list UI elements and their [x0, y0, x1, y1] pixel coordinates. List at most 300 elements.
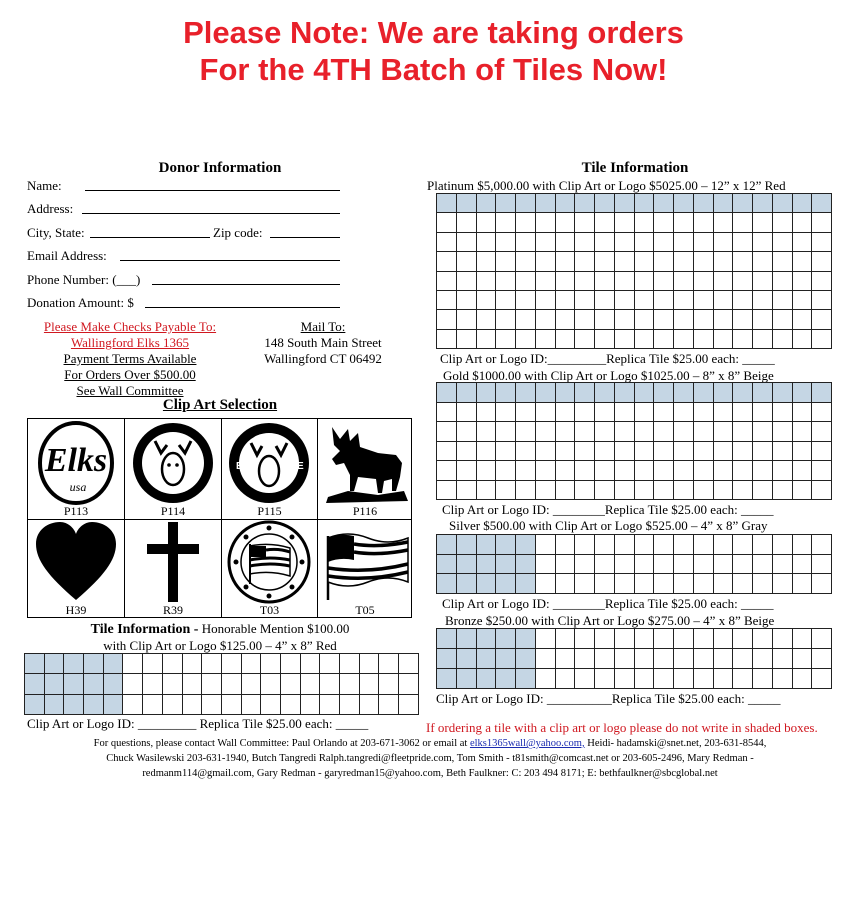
tile-cell[interactable] [379, 674, 399, 694]
tile-cell-shaded[interactable] [516, 629, 536, 649]
tile-cell[interactable] [812, 442, 832, 462]
tile-cell[interactable] [694, 442, 714, 462]
tile-cell[interactable] [812, 272, 832, 291]
tile-cell[interactable] [635, 291, 655, 310]
tile-cell[interactable] [536, 649, 556, 669]
tile-cell[interactable] [812, 213, 832, 232]
tile-cell[interactable] [320, 695, 340, 715]
tile-cell[interactable] [123, 654, 143, 674]
tile-cell[interactable] [812, 422, 832, 442]
tile-cell[interactable] [812, 310, 832, 329]
tile-cell[interactable] [457, 461, 477, 481]
tile-cell[interactable] [457, 330, 477, 349]
tile-cell[interactable] [477, 481, 497, 501]
tile-cell[interactable] [242, 674, 262, 694]
tile-cell[interactable] [714, 422, 734, 442]
tile-cell[interactable] [773, 403, 793, 423]
tile-cell-shaded[interactable] [457, 383, 477, 403]
tile-cell[interactable] [399, 674, 419, 694]
tile-cell[interactable] [694, 422, 714, 442]
tile-cell[interactable] [694, 535, 714, 555]
tile-cell[interactable] [674, 252, 694, 271]
tile-cell[interactable] [753, 233, 773, 252]
tile-cell[interactable] [556, 649, 576, 669]
tile-cell[interactable] [635, 213, 655, 232]
tile-cell-shaded[interactable] [516, 649, 536, 669]
tile-cell-shaded[interactable] [793, 383, 813, 403]
tile-cell-shaded[interactable] [437, 649, 457, 669]
tile-cell[interactable] [793, 213, 813, 232]
tile-cell[interactable] [575, 574, 595, 594]
tile-cell[interactable] [773, 213, 793, 232]
tile-cell[interactable] [694, 233, 714, 252]
tile-cell-shaded[interactable] [437, 535, 457, 555]
tile-cell[interactable] [793, 291, 813, 310]
tile-cell[interactable] [654, 330, 674, 349]
tile-cell[interactable] [773, 233, 793, 252]
tile-cell[interactable] [714, 481, 734, 501]
tile-cell[interactable] [773, 535, 793, 555]
tile-cell[interactable] [575, 310, 595, 329]
tile-cell[interactable] [437, 272, 457, 291]
tile-cell[interactable] [812, 330, 832, 349]
tile-cell[interactable] [733, 629, 753, 649]
tile-cell-shaded[interactable] [477, 629, 497, 649]
tile-cell[interactable] [733, 442, 753, 462]
tile-cell[interactable] [674, 555, 694, 575]
tile-cell[interactable] [477, 213, 497, 232]
tile-cell[interactable] [301, 654, 321, 674]
tile-cell[interactable] [536, 461, 556, 481]
tile-cell[interactable] [812, 252, 832, 271]
tile-cell[interactable] [536, 535, 556, 555]
tile-cell[interactable] [694, 272, 714, 291]
tile-cell[interactable] [615, 213, 635, 232]
tile-cell-shaded[interactable] [773, 383, 793, 403]
tile-cell[interactable] [694, 310, 714, 329]
tile-cell[interactable] [615, 291, 635, 310]
tile-cell[interactable] [694, 574, 714, 594]
tile-cell[interactable] [753, 649, 773, 669]
tile-cell[interactable] [733, 310, 753, 329]
tile-cell-shaded[interactable] [496, 669, 516, 689]
tile-cell-shaded[interactable] [733, 383, 753, 403]
tile-cell[interactable] [793, 330, 813, 349]
tile-cell[interactable] [793, 403, 813, 423]
tile-cell[interactable] [556, 442, 576, 462]
tile-cell[interactable] [674, 310, 694, 329]
tile-cell[interactable] [793, 442, 813, 462]
tile-cell[interactable] [496, 310, 516, 329]
tile-cell[interactable] [733, 213, 753, 232]
tile-cell[interactable] [654, 403, 674, 423]
tile-cell[interactable] [753, 442, 773, 462]
tile-cell-shaded[interactable] [556, 383, 576, 403]
tile-cell[interactable] [733, 233, 753, 252]
tile-cell-shaded[interactable] [516, 194, 536, 213]
tile-cell-shaded[interactable] [812, 194, 832, 213]
tile-cell[interactable] [595, 233, 615, 252]
tile-cell[interactable] [615, 649, 635, 669]
tile-cell-shaded[interactable] [496, 383, 516, 403]
tile-cell[interactable] [202, 695, 222, 715]
tile-cell[interactable] [635, 629, 655, 649]
tile-cell-shaded[interactable] [694, 194, 714, 213]
tile-cell[interactable] [753, 422, 773, 442]
tile-cell[interactable] [477, 233, 497, 252]
tile-cell[interactable] [674, 233, 694, 252]
tile-cell[interactable] [793, 310, 813, 329]
tile-cell-shaded[interactable] [773, 194, 793, 213]
tile-cell[interactable] [457, 233, 477, 252]
tile-cell[interactable] [437, 291, 457, 310]
tile-cell[interactable] [516, 481, 536, 501]
tile-cell[interactable] [635, 310, 655, 329]
tile-cell[interactable] [615, 442, 635, 462]
tile-cell[interactable] [773, 649, 793, 669]
tile-cell[interactable] [635, 535, 655, 555]
tile-cell-shaded[interactable] [654, 383, 674, 403]
tile-cell[interactable] [575, 233, 595, 252]
tile-cell[interactable] [694, 330, 714, 349]
tile-cell[interactable] [536, 481, 556, 501]
tile-cell[interactable] [516, 403, 536, 423]
tile-cell-shaded[interactable] [595, 383, 615, 403]
tile-cell[interactable] [615, 422, 635, 442]
tile-cell[interactable] [556, 213, 576, 232]
tile-cell[interactable] [793, 233, 813, 252]
tile-cell[interactable] [635, 403, 655, 423]
tile-cell-shaded[interactable] [457, 535, 477, 555]
tile-cell-shaded[interactable] [457, 574, 477, 594]
tile-cell[interactable] [556, 555, 576, 575]
tile-cell[interactable] [477, 330, 497, 349]
tile-cell[interactable] [773, 310, 793, 329]
tile-cell[interactable] [714, 213, 734, 232]
tile-cell[interactable] [437, 461, 457, 481]
tile-cell[interactable] [556, 330, 576, 349]
tile-cell[interactable] [516, 461, 536, 481]
tile-cell[interactable] [714, 649, 734, 669]
tile-cell[interactable] [635, 272, 655, 291]
tile-cell[interactable] [183, 654, 203, 674]
tile-cell[interactable] [753, 291, 773, 310]
tile-cell[interactable] [733, 555, 753, 575]
tile-cell[interactable] [635, 574, 655, 594]
tile-cell[interactable] [753, 629, 773, 649]
tile-cell[interactable] [379, 654, 399, 674]
tile-cell[interactable] [536, 574, 556, 594]
tile-cell[interactable] [674, 669, 694, 689]
tile-cell[interactable] [536, 233, 556, 252]
donation-field[interactable] [145, 307, 340, 308]
tile-cell[interactable] [773, 442, 793, 462]
tile-cell[interactable] [379, 695, 399, 715]
city-state-field[interactable] [90, 237, 210, 238]
tile-cell[interactable] [615, 330, 635, 349]
tile-cell[interactable] [595, 213, 615, 232]
tile-cell[interactable] [595, 310, 615, 329]
tile-cell-shaded[interactable] [654, 194, 674, 213]
tile-cell[interactable] [714, 291, 734, 310]
tile-cell[interactable] [714, 442, 734, 462]
tile-cell[interactable] [654, 461, 674, 481]
tile-cell[interactable] [812, 461, 832, 481]
tile-cell-shaded[interactable] [496, 535, 516, 555]
tile-cell[interactable] [536, 291, 556, 310]
tile-cell[interactable] [733, 535, 753, 555]
tile-cell[interactable] [812, 629, 832, 649]
tile-cell[interactable] [694, 481, 714, 501]
tile-cell-shaded[interactable] [516, 669, 536, 689]
tile-cell[interactable] [340, 654, 360, 674]
tile-cell[interactable] [516, 291, 536, 310]
tile-cell-shaded[interactable] [674, 194, 694, 213]
tile-cell[interactable] [654, 535, 674, 555]
tile-cell[interactable] [556, 629, 576, 649]
tile-cell[interactable] [123, 674, 143, 694]
tile-cell[interactable] [437, 422, 457, 442]
tile-cell-shaded[interactable] [516, 383, 536, 403]
tile-cell[interactable] [556, 461, 576, 481]
tile-cell-shaded[interactable] [104, 654, 124, 674]
tile-cell[interactable] [773, 574, 793, 594]
tile-cell[interactable] [694, 669, 714, 689]
tile-cell[interactable] [635, 669, 655, 689]
tile-cell[interactable] [615, 629, 635, 649]
tile-cell[interactable] [635, 422, 655, 442]
tile-cell-shaded[interactable] [753, 383, 773, 403]
tile-cell[interactable] [301, 695, 321, 715]
tile-cell[interactable] [595, 291, 615, 310]
tile-cell-shaded[interactable] [457, 555, 477, 575]
tile-cell[interactable] [753, 403, 773, 423]
tile-cell-shaded[interactable] [437, 194, 457, 213]
tile-cell[interactable] [457, 272, 477, 291]
tile-cell[interactable] [496, 233, 516, 252]
tile-cell[interactable] [674, 442, 694, 462]
tile-cell[interactable] [714, 555, 734, 575]
tile-cell[interactable] [575, 272, 595, 291]
tile-cell[interactable] [360, 695, 380, 715]
tile-cell-shaded[interactable] [753, 194, 773, 213]
tile-cell[interactable] [812, 233, 832, 252]
tile-cell[interactable] [714, 629, 734, 649]
tile-cell[interactable] [281, 674, 301, 694]
tile-cell[interactable] [556, 422, 576, 442]
tile-cell[interactable] [793, 649, 813, 669]
tile-cell[interactable] [674, 403, 694, 423]
name-field[interactable] [85, 190, 340, 191]
tile-cell[interactable] [753, 481, 773, 501]
tile-cell[interactable] [575, 252, 595, 271]
tile-cell[interactable] [733, 330, 753, 349]
tile-cell[interactable] [536, 252, 556, 271]
tile-cell-shaded[interactable] [595, 194, 615, 213]
tile-cell-shaded[interactable] [477, 649, 497, 669]
tile-cell[interactable] [812, 649, 832, 669]
tile-cell[interactable] [183, 695, 203, 715]
tile-cell[interactable] [812, 403, 832, 423]
tile-cell[interactable] [694, 291, 714, 310]
tile-cell[interactable] [556, 310, 576, 329]
tile-cell-shaded[interactable] [812, 383, 832, 403]
tile-cell[interactable] [399, 695, 419, 715]
zip-field[interactable] [270, 237, 340, 238]
tile-cell[interactable] [261, 695, 281, 715]
tile-cell[interactable] [674, 213, 694, 232]
tile-cell[interactable] [773, 669, 793, 689]
tile-cell[interactable] [556, 403, 576, 423]
tile-cell-shaded[interactable] [615, 194, 635, 213]
tile-cell[interactable] [437, 252, 457, 271]
tile-cell[interactable] [575, 629, 595, 649]
tile-cell[interactable] [812, 291, 832, 310]
tile-cell[interactable] [595, 555, 615, 575]
tile-cell[interactable] [595, 272, 615, 291]
tile-cell[interactable] [496, 252, 516, 271]
tile-cell[interactable] [793, 272, 813, 291]
tile-cell[interactable] [812, 535, 832, 555]
phone-field[interactable] [152, 284, 340, 285]
tile-cell[interactable] [635, 461, 655, 481]
tile-cell[interactable] [496, 403, 516, 423]
tile-cell[interactable] [163, 674, 183, 694]
tile-cell[interactable] [615, 574, 635, 594]
clip-art-p114[interactable] [125, 419, 221, 519]
tile-cell-shaded[interactable] [516, 535, 536, 555]
tile-cell[interactable] [123, 695, 143, 715]
tile-cell-shaded[interactable] [45, 695, 65, 715]
tile-cell[interactable] [615, 252, 635, 271]
tile-cell[interactable] [575, 649, 595, 669]
tile-cell-shaded[interactable] [457, 649, 477, 669]
tile-cell-shaded[interactable] [714, 194, 734, 213]
tile-cell[interactable] [615, 310, 635, 329]
tile-cell[interactable] [714, 310, 734, 329]
tile-cell-shaded[interactable] [615, 383, 635, 403]
tile-cell-shaded[interactable] [64, 674, 84, 694]
tile-cell[interactable] [222, 695, 242, 715]
tile-cell[interactable] [457, 481, 477, 501]
tile-cell-shaded[interactable] [457, 629, 477, 649]
address-field[interactable] [82, 213, 340, 214]
tile-cell[interactable] [477, 252, 497, 271]
tile-cell[interactable] [714, 252, 734, 271]
tile-cell[interactable] [733, 481, 753, 501]
tile-cell[interactable] [516, 310, 536, 329]
tile-cell[interactable] [575, 535, 595, 555]
tile-cell[interactable] [674, 629, 694, 649]
tile-cell[interactable] [733, 461, 753, 481]
tile-cell[interactable] [694, 629, 714, 649]
tile-cell-shaded[interactable] [477, 669, 497, 689]
tile-cell[interactable] [654, 252, 674, 271]
tile-cell[interactable] [733, 291, 753, 310]
tile-cell[interactable] [654, 310, 674, 329]
tile-cell[interactable] [457, 442, 477, 462]
tile-cell[interactable] [654, 649, 674, 669]
tile-cell[interactable] [595, 252, 615, 271]
tile-cell[interactable] [733, 649, 753, 669]
tile-cell[interactable] [536, 403, 556, 423]
tile-cell-shaded[interactable] [64, 695, 84, 715]
tile-cell[interactable] [753, 252, 773, 271]
tile-cell[interactable] [556, 291, 576, 310]
tile-cell[interactable] [793, 461, 813, 481]
tile-cell-shaded[interactable] [437, 669, 457, 689]
tile-cell[interactable] [281, 695, 301, 715]
tile-cell[interactable] [457, 252, 477, 271]
tile-cell[interactable] [556, 669, 576, 689]
tile-cell[interactable] [753, 310, 773, 329]
tile-cell[interactable] [457, 403, 477, 423]
tile-cell[interactable] [360, 654, 380, 674]
tile-cell-shaded[interactable] [477, 574, 497, 594]
tile-cell[interactable] [202, 674, 222, 694]
tile-cell[interactable] [437, 310, 457, 329]
tile-cell[interactable] [536, 669, 556, 689]
tile-cell[interactable] [536, 272, 556, 291]
tile-cell[interactable] [457, 310, 477, 329]
tile-cell[interactable] [753, 669, 773, 689]
tile-cell[interactable] [674, 330, 694, 349]
tile-cell-shaded[interactable] [674, 383, 694, 403]
tile-cell[interactable] [143, 654, 163, 674]
tile-cell[interactable] [793, 669, 813, 689]
tile-cell[interactable] [674, 481, 694, 501]
tile-cell[interactable] [793, 535, 813, 555]
tile-cell[interactable] [496, 422, 516, 442]
tile-cell[interactable] [496, 213, 516, 232]
tile-cell[interactable] [556, 252, 576, 271]
tile-cell-shaded[interactable] [575, 383, 595, 403]
tile-cell[interactable] [635, 649, 655, 669]
tile-cell[interactable] [496, 442, 516, 462]
tile-cell[interactable] [733, 272, 753, 291]
tile-cell[interactable] [595, 422, 615, 442]
tile-cell[interactable] [496, 461, 516, 481]
tile-cell[interactable] [163, 654, 183, 674]
tile-cell[interactable] [714, 535, 734, 555]
tile-cell[interactable] [753, 213, 773, 232]
tile-cell[interactable] [222, 674, 242, 694]
tile-cell[interactable] [477, 403, 497, 423]
tile-cell[interactable] [654, 213, 674, 232]
tile-cell[interactable] [635, 252, 655, 271]
tile-cell[interactable] [437, 213, 457, 232]
tile-cell[interactable] [281, 654, 301, 674]
tile-cell-shaded[interactable] [25, 695, 45, 715]
tile-cell[interactable] [674, 272, 694, 291]
tile-cell[interactable] [615, 535, 635, 555]
tile-cell[interactable] [575, 291, 595, 310]
tile-cell[interactable] [536, 213, 556, 232]
tile-cell[interactable] [714, 233, 734, 252]
clip-art-h39[interactable] [28, 520, 124, 618]
tile-cell[interactable] [654, 555, 674, 575]
tile-cell[interactable] [654, 442, 674, 462]
tile-cell[interactable] [457, 291, 477, 310]
tile-cell-shaded[interactable] [477, 383, 497, 403]
tile-cell[interactable] [595, 574, 615, 594]
tile-cell[interactable] [615, 669, 635, 689]
tile-cell-shaded[interactable] [477, 194, 497, 213]
tile-cell[interactable] [773, 629, 793, 649]
tile-cell[interactable] [635, 481, 655, 501]
clip-art-p113[interactable] [28, 419, 124, 519]
tile-cell[interactable] [496, 291, 516, 310]
